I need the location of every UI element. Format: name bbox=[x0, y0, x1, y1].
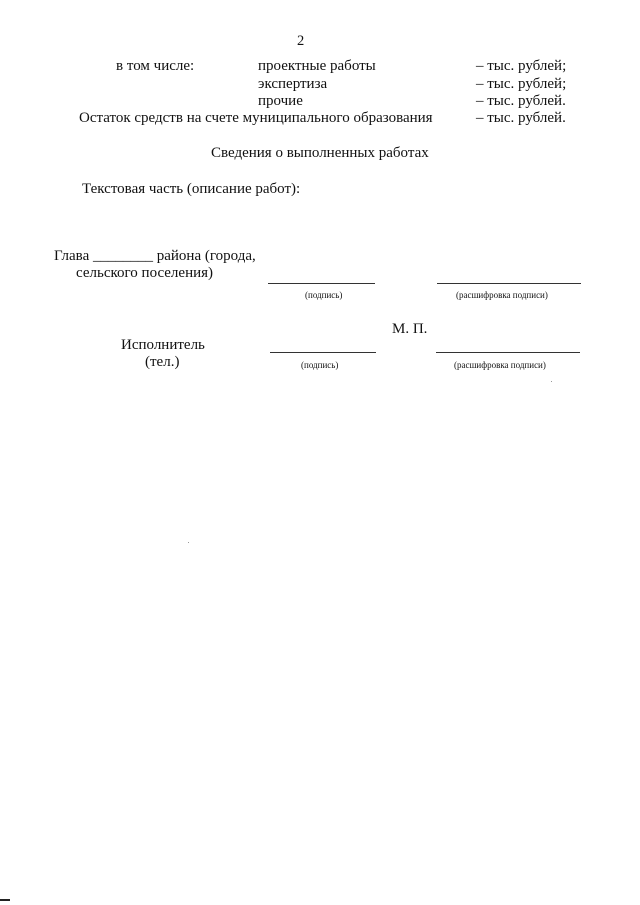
page-number: 2 bbox=[297, 33, 305, 49]
executor-decoding-line bbox=[436, 352, 580, 353]
text-part-label: Текстовая часть (описание работ): bbox=[82, 181, 301, 197]
head-title-line2: сельского поселения) bbox=[76, 265, 214, 281]
breakdown-unit-design: – тыс. рублей; bbox=[476, 58, 567, 74]
balance-unit: – тыс. рублей. bbox=[476, 110, 566, 126]
executor-phone-label: (тел.) bbox=[145, 354, 180, 370]
section-title: Сведения о выполненных работах bbox=[211, 145, 429, 161]
head-title-line1: Глава ________ района (города, bbox=[54, 248, 256, 264]
breakdown-item-design: проектные работы bbox=[258, 58, 376, 74]
head-signature-line bbox=[268, 283, 375, 284]
scan-speck bbox=[551, 381, 552, 382]
executor-label: Исполнитель bbox=[121, 337, 205, 353]
head-signature-caption: (подпись) bbox=[305, 290, 343, 300]
breakdown-item-other: прочие bbox=[258, 93, 303, 109]
head-decoding-caption: (расшифровка подписи) bbox=[456, 290, 548, 300]
executor-decoding-caption: (расшифровка подписи) bbox=[454, 360, 546, 370]
seal-label: М. П. bbox=[392, 321, 428, 337]
balance-label: Остаток средств на счете муниципального образования bbox=[79, 110, 433, 126]
head-decoding-line bbox=[437, 283, 581, 284]
breakdown-unit-other: – тыс. рублей. bbox=[476, 93, 566, 109]
including-label: в том числе: bbox=[116, 58, 195, 74]
executor-signature-caption: (подпись) bbox=[301, 360, 339, 370]
scan-edge-mark bbox=[0, 899, 10, 901]
executor-signature-line bbox=[270, 352, 376, 353]
breakdown-item-expertise: экспертиза bbox=[258, 76, 328, 92]
scan-speck bbox=[188, 542, 189, 543]
breakdown-unit-expertise: – тыс. рублей; bbox=[476, 76, 567, 92]
